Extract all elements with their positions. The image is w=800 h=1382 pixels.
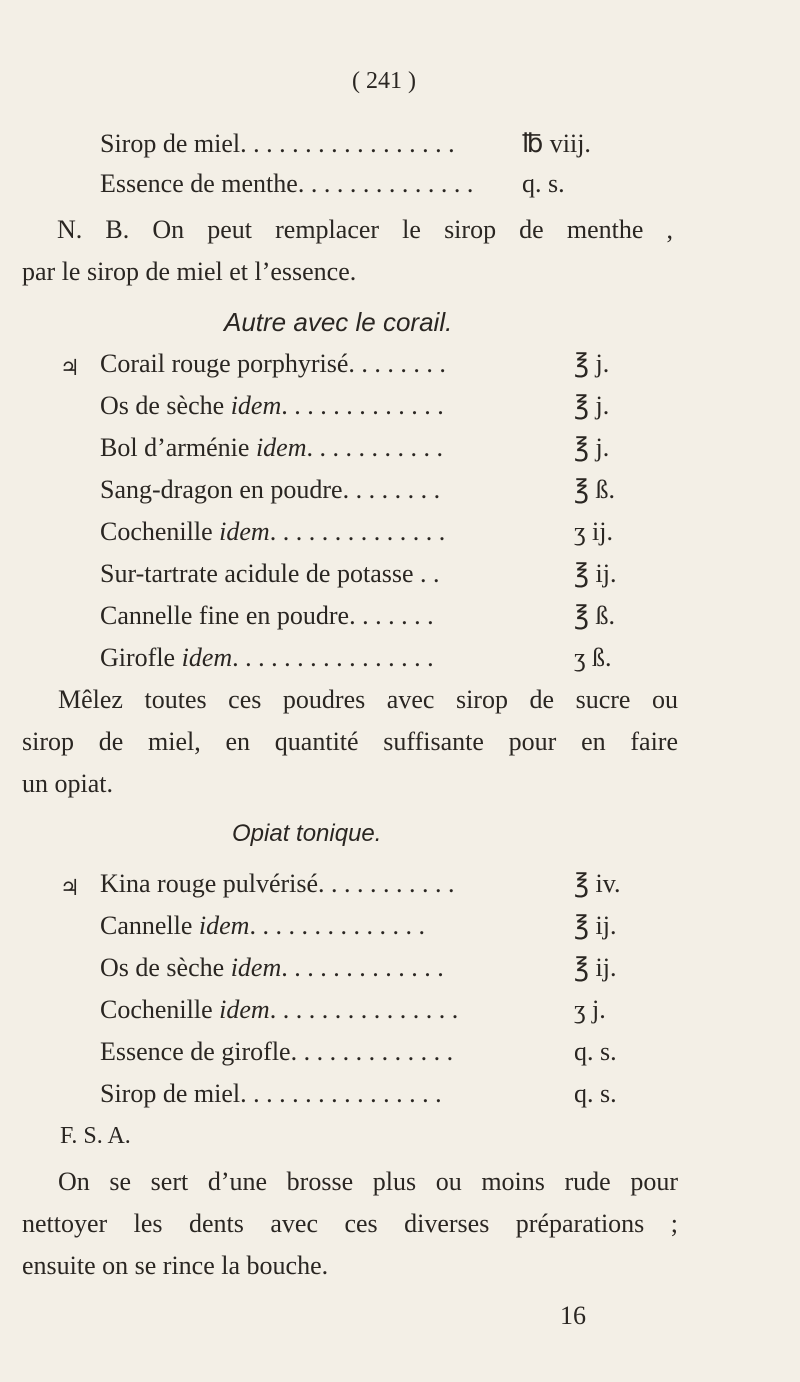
recipe-line: Sirop de miel. . . . . . . . . . . . . . . . [100, 1079, 442, 1108]
recipe-amount: q. s. [574, 1079, 617, 1108]
paragraph-line: nettoyer les dents avec ces diverses préparations ; [22, 1209, 678, 1238]
fsa-mark: F. S. A. [60, 1123, 131, 1149]
paragraph-line: sirop de miel, en quantité suffisante pour en faire [22, 727, 678, 756]
recipe-line: Os de sèche idem. . . . . . . . . . . . . [100, 391, 444, 420]
paragraph-line: ensuite on se rince la bouche. [22, 1251, 329, 1280]
recipe-symbol: ♃ [60, 875, 80, 900]
note-line: par le sirop de miel et l’essence. [22, 257, 357, 286]
recipe-amount: ℥ ij. [574, 559, 617, 588]
note-line: N. B. On peut remplacer le sirop de menthe , [57, 215, 673, 244]
recipe-line: Essence de girofle. . . . . . . . . . . . . [100, 1037, 454, 1066]
recipe-amount: ℥ ß. [574, 601, 616, 630]
recipe-line: Sur-tartrate acidule de potasse . . [100, 559, 440, 588]
section-heading: Opiat tonique. [232, 820, 382, 847]
recipe-amount: q. s. [574, 1037, 617, 1066]
recipe-amount: ℥ ij. [574, 953, 617, 982]
recipe-line: Bol d’arménie idem. . . . . . . . . . . [100, 433, 443, 462]
recipe-line: Cochenille idem. . . . . . . . . . . . . . [100, 517, 446, 546]
recipe-symbol: ♃ [60, 355, 80, 380]
recipe-amount: ℥ ß. [574, 475, 616, 504]
recipe-amount: ʒ ß. [574, 643, 612, 672]
paragraph-line: On se sert d’une brosse plus ou moins rude pour [58, 1167, 678, 1196]
signature-mark: 16 [560, 1301, 586, 1330]
paragraph-line: Mêlez toutes ces poudres avec sirop de sucre ou [58, 685, 678, 714]
paragraph-line: un opiat. [22, 769, 113, 798]
recipe-amount: q. s. [522, 169, 565, 198]
recipe-line: Cochenille idem. . . . . . . . . . . . . . . [100, 995, 459, 1024]
section-heading: Autre avec le corail. [224, 307, 453, 337]
recipe-line: Kina rouge pulvérisé. . . . . . . . . . . [100, 869, 455, 898]
recipe-amount: ʒ j. [574, 995, 606, 1024]
recipe-amount: ℥ ij. [574, 911, 617, 940]
recipe-line: Os de sèche idem. . . . . . . . . . . . . [100, 953, 444, 982]
recipe-amount: ʒ ij. [574, 517, 613, 546]
recipe-amount: ℥ j. [574, 433, 610, 462]
recipe-line: Girofle idem. . . . . . . . . . . . . . . . [100, 643, 434, 672]
recipe-line: Cannelle idem. . . . . . . . . . . . . . [100, 911, 425, 940]
recipe-amount: ℥ iv. [574, 869, 621, 898]
recipe-amount: ℥ j. [574, 349, 610, 378]
recipe-line: Corail rouge porphyrisé. . . . . . . . [100, 349, 446, 378]
recipe-amount: ℥ j. [574, 391, 610, 420]
recipe-line: Sirop de miel. . . . . . . . . . . . . . . . . [100, 129, 455, 158]
recipe-line: Cannelle fine en poudre. . . . . . . [100, 601, 434, 630]
recipe-line: Sang-dragon en poudre. . . . . . . . [100, 475, 441, 504]
recipe-line: Essence de menthe. . . . . . . . . . . . . . [100, 169, 474, 198]
page-number: ( 241 ) [352, 68, 416, 94]
recipe-amount: ℔ viij. [522, 129, 591, 158]
